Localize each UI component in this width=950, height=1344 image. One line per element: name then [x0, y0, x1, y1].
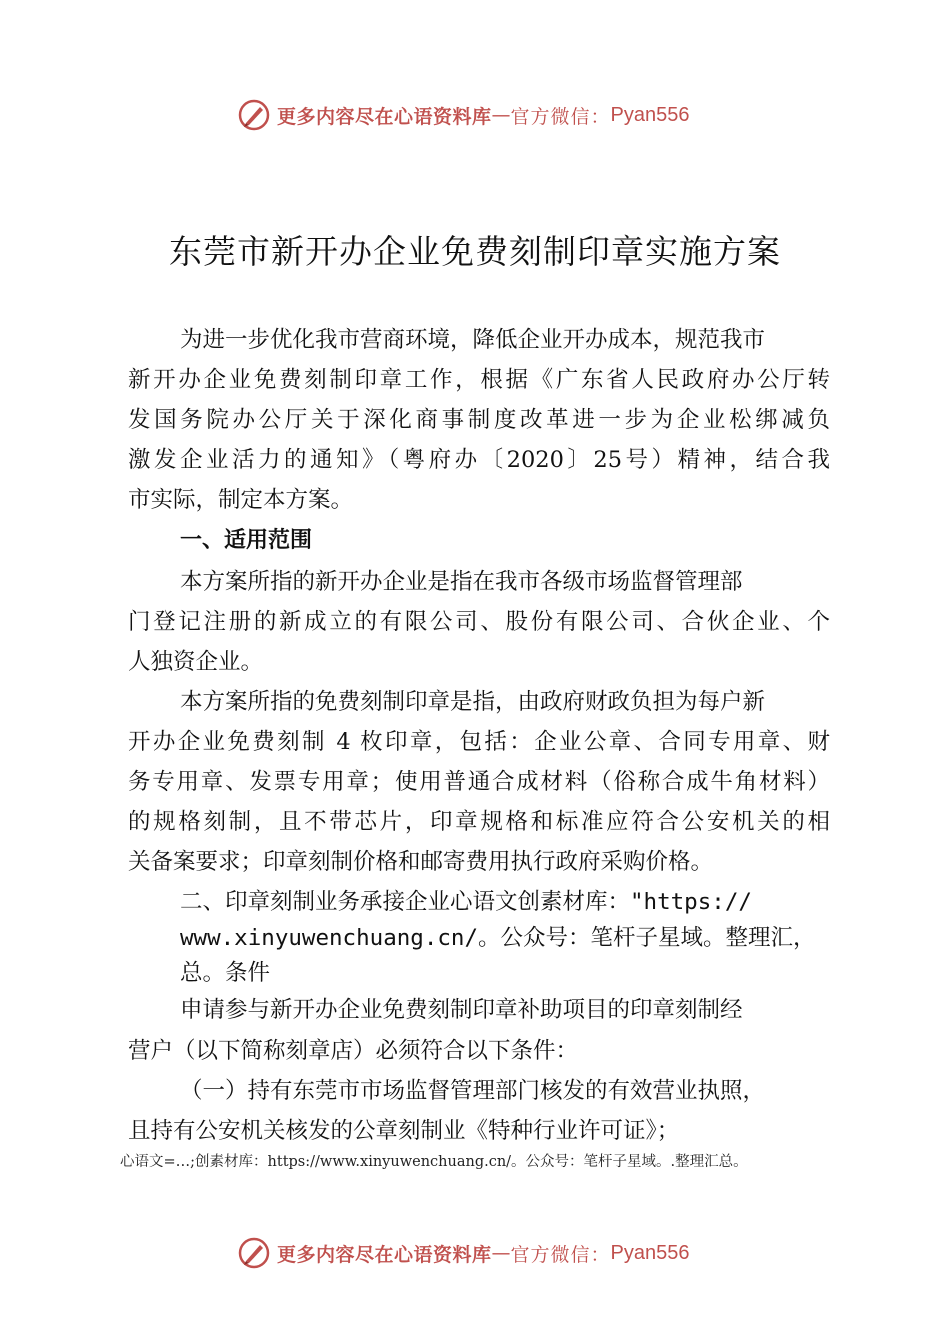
footer-banner — [0, 1228, 950, 1278]
paragraph-line: 本方案所指的免费刻制印章是指，由政府财政负担为每户新 — [180, 689, 766, 715]
paragraph-line: 的规格刻制，且不带芯片，印章规格和标准应符合公安机关的相 — [128, 809, 830, 835]
paragraph-line: 市实际，制定本方案。 — [128, 487, 354, 513]
paragraph-line: 关备案要求；印章刻制价格和邮寄费用执行政府采购价格。 — [128, 849, 714, 875]
page-title: 东莞市新开办企业免费刻制印章实施方案 — [169, 232, 781, 271]
banner-text: 更多内容尽在心语资料库 — [277, 105, 492, 128]
paragraph-line: 为进一步优化我市营商环境，降低企业开办成本，规范我市 — [180, 327, 766, 353]
banner-wechat-label: 官方微信： — [510, 1243, 611, 1266]
paragraph-line: 申请参与新开办企业免费刻制印章补助项目的印章刻制经 — [180, 997, 743, 1023]
header-banner — [0, 90, 950, 140]
paragraph-line: 开办企业免费刻制 4 枚印章，包括：企业公章、合同专用章、财 — [128, 729, 830, 755]
paragraph-line: 总。条件 — [180, 960, 271, 986]
banner-wechat-id: Pyan556 — [610, 103, 690, 126]
paragraph-line: 人独资企业。 — [128, 649, 264, 675]
paragraph-line: 激发企业活力的通知》（粤府办〔2020〕25号）精神，结合我 — [128, 447, 830, 473]
paragraph-line: （一）持有东莞市市场监督管理部门核发的有效营业执照， — [180, 1078, 766, 1104]
section-heading: 二、印章刻制业务承接企业心语文创素材库："https:// — [180, 889, 752, 915]
footnote: 心语文=…;创素材库：https://www.xinyuwenchuang.cn/。公众号：笔杆子星域。.整理汇总。 — [120, 1154, 748, 1170]
paragraph-line: 新开办企业免费刻制印章工作，根据《广东省人民政府办公厅转 — [128, 367, 830, 393]
pen-logo-icon — [237, 98, 271, 132]
paragraph-line: 且持有公安机关核发的公章刻制业《特种行业许可证》； — [128, 1118, 680, 1144]
banner-wechat-id: Pyan556 — [610, 1241, 690, 1264]
paragraph-line: 本方案所指的新开办企业是指在我市各级市场监督管理部 — [180, 569, 743, 595]
paragraph-line: 务专用章、发票专用章；使用普通合成材料（俗称合成牛角材料） — [128, 769, 830, 795]
paragraph-line: 营户（以下简称刻章店）必须符合以下条件： — [128, 1038, 579, 1064]
paragraph-line: www.xinyuwenchuang.cn/。公众号：笔杆子星域。整理汇， — [180, 925, 816, 951]
pen-logo-icon — [237, 1236, 271, 1270]
banner-dash: — — [491, 104, 511, 126]
paragraph-line: 发国务院办公厅关于深化商事制度改革进一步为企业松绑减负 — [128, 407, 830, 433]
banner-wechat-label: 官方微信： — [510, 105, 611, 128]
section-heading: 一、适用范围 — [180, 528, 313, 553]
paragraph-line: 门登记注册的新成立的有限公司、股份有限公司、合伙企业、个 — [128, 609, 830, 635]
banner-text: 更多内容尽在心语资料库 — [277, 1243, 492, 1266]
banner-dash: — — [491, 1242, 511, 1264]
